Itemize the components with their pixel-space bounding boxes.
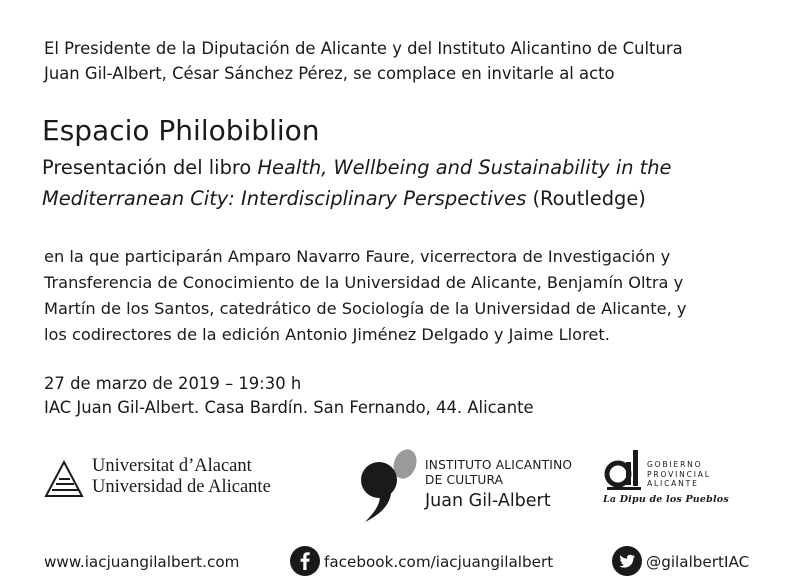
description-line-2: Transferencia de Conocimiento de la Universidad de Alicante, Benjamín Oltra y [44,273,684,292]
intro-line-2: Juan Gil-Albert, César Sánchez Pérez, se complace en invitarle al acto [44,64,615,83]
twitter-icon [612,546,642,576]
diputacion-slogan: La Dipu de los Pueblos [603,494,729,505]
description-line-3: Martín de los Santos, catedrático de Sociología de la Universidad de Alicante, y [44,299,687,318]
ua-logo-line-2: Universidad de Alicante [92,477,271,497]
iac-logo [357,444,577,524]
ua-logo-text [92,456,271,498]
diputacion-logo [603,448,743,514]
al-monogram-icon [603,448,643,492]
subtitle-prefix: Presentación del libro [42,156,258,179]
subtitle-line-1 [42,153,782,184]
twitter-label: @gilalbertIAC [646,553,750,571]
description-line-4: los codirectores de la edición Antonio Jiménez Delgado y Jaime Lloret. [44,325,610,344]
event-subtitle [42,153,782,214]
intro-line-1: El Presidente de la Diputación de Alicante y del Instituto Alicantino de Cultura [44,39,683,58]
publisher: (Routledge) [526,186,646,210]
iac-logo-text [425,458,572,488]
dipu-line-2: PROVINCIAL [647,469,711,479]
event-description [44,244,784,348]
dipu-line-3: ALICANTE [647,479,699,489]
ua-logo-line-1: Universitat d’Alacant [92,456,252,476]
facebook-icon [290,546,320,576]
intro-text [44,36,784,86]
description-line-1: en la que participarán Amparo Navarro Faure, vicerrectora de Investigación y [44,247,671,266]
iac-line-1: INSTITUTO ALICANTINO [425,458,573,472]
ua-emblem-icon [44,460,84,498]
diputacion-text [647,460,711,489]
iac-name: Juan Gil-Albert [425,491,551,511]
dipu-line-1: GOBIERNO [647,460,703,469]
book-title-part-2: Mediterranean City: Interdisciplinary Perspectives [42,186,527,210]
comma-quote-icon [357,444,421,524]
book-title-part-1: Health, Wellbeing and Sustainability in the [257,156,672,179]
website-link[interactable]: www.iacjuangilalbert.com [44,553,240,571]
ua-logo [44,456,294,506]
facebook-label: facebook.com/iacjuangilalbert [324,553,554,571]
event-venue: IAC Juan Gil-Albert. Casa Bardín. San Fernando, 44. Alicante [44,398,534,417]
subtitle-line-2 [42,184,782,215]
event-date: 27 de marzo de 2019 – 19:30 h [44,374,302,393]
iac-line-2: DE CULTURA [425,473,504,487]
event-title: Espacio Philobiblion [42,114,320,147]
